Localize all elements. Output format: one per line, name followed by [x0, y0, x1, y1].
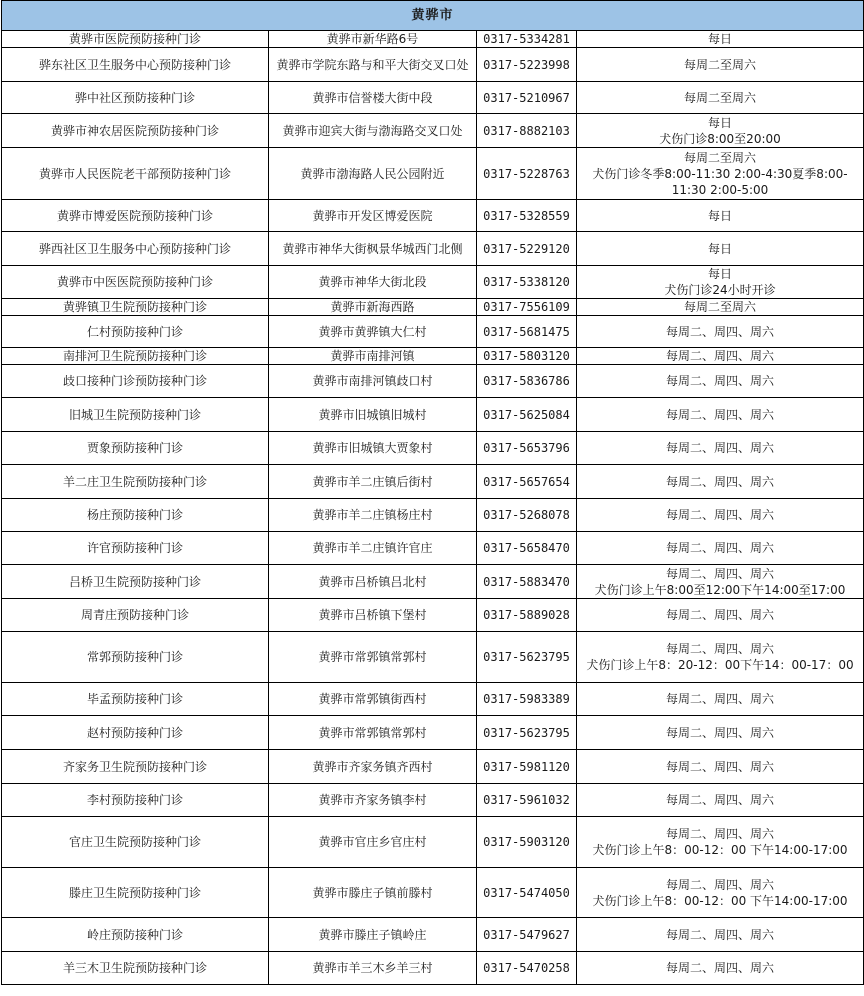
- clinic-name-cell: 羊三木卫生院预防接种门诊: [2, 952, 269, 985]
- clinic-name-cell: 许官预防接种门诊: [2, 532, 269, 565]
- clinic-hours-line: 每日: [708, 208, 733, 223]
- clinic-hours-line: 每周二、周四、周六: [666, 793, 775, 807]
- table-row: [2, 316, 864, 348]
- table-row: [2, 465, 864, 499]
- clinic-address-cell: 黄骅市齐家务镇李村: [269, 784, 477, 817]
- table-row: [2, 750, 864, 784]
- clinic-address-cell: 黄骅市吕桥镇下堡村: [269, 599, 477, 632]
- table-row: [2, 599, 864, 632]
- clinic-address-cell: 黄骅市常郭镇常郭村: [269, 632, 477, 683]
- clinic-phone-cell: 0317-5623795: [477, 632, 577, 683]
- clinic-address-cell: 黄骅市渤海路人民公园附近: [269, 148, 477, 200]
- clinic-name-cell: 齐家务卫生院预防接种门诊: [2, 750, 269, 784]
- clinic-phone-cell: 0317-5903120: [477, 817, 577, 868]
- table-row: [2, 565, 864, 599]
- clinic-hours-line: 每周二、周四、周六: [666, 508, 775, 522]
- clinic-hours-cell: [577, 868, 864, 918]
- clinic-phone-cell: 0317-5983389: [477, 683, 577, 716]
- table-row: [2, 31, 864, 48]
- table-row: [2, 952, 864, 985]
- clinic-hours-line: 每周二、周四、周六: [666, 374, 775, 388]
- table-row: [2, 299, 864, 316]
- clinic-phone-cell: 0317-5474050: [477, 868, 577, 918]
- table-row: [2, 48, 864, 82]
- clinic-address-cell: 黄骅市南排河镇: [269, 348, 477, 365]
- clinic-hours-line: 每日: [708, 115, 733, 130]
- clinic-name-cell: 赵村预防接种门诊: [2, 716, 269, 750]
- clinic-hours-cell: [577, 348, 864, 365]
- clinic-phone-cell: 0317-5681475: [477, 316, 577, 348]
- clinic-address-cell: 黄骅市常郭镇街西村: [269, 683, 477, 716]
- clinic-name-cell: 骅西社区卫生服务中心预防接种门诊: [2, 232, 269, 266]
- clinic-hours-cell: [577, 398, 864, 432]
- clinic-hours-cell: [577, 266, 864, 299]
- clinic-hours-cell: [577, 817, 864, 868]
- clinic-hours-cell: [577, 499, 864, 532]
- clinic-name-cell: 羊二庄卫生院预防接种门诊: [2, 465, 269, 499]
- clinic-hours-cell: [577, 784, 864, 817]
- clinic-address-cell: 黄骅市新华路6号: [269, 31, 477, 48]
- clinic-phone-cell: 0317-5210967: [477, 82, 577, 114]
- clinic-hours-cell: [577, 31, 864, 48]
- clinic-name-cell: 黄骅镇卫生院预防接种门诊: [2, 299, 269, 316]
- clinic-phone-cell: 0317-5334281: [477, 31, 577, 48]
- clinic-hours-cell: [577, 952, 864, 985]
- clinic-phone-cell: 0317-5338120: [477, 266, 577, 299]
- clinic-address-cell: 黄骅市羊三木乡羊三村: [269, 952, 477, 985]
- clinic-name-cell: 歧口接种门诊预防接种门诊: [2, 365, 269, 398]
- clinic-name-cell: 黄骅市人民医院老干部预防接种门诊: [2, 148, 269, 200]
- clinic-name-cell: 吕桥卫生院预防接种门诊: [2, 565, 269, 599]
- clinic-name-cell: 常郭预防接种门诊: [2, 632, 269, 683]
- table-row: [2, 632, 864, 683]
- clinic-hours-cell: [577, 599, 864, 632]
- table-row: [2, 683, 864, 716]
- clinic-hours-line: 每周二、周四、周六: [666, 759, 775, 774]
- table-row: [2, 232, 864, 266]
- table-row: [2, 532, 864, 565]
- clinic-name-cell: 周青庄预防接种门诊: [2, 599, 269, 632]
- clinic-address-cell: 黄骅市迎宾大街与渤海路交叉口处: [269, 114, 477, 148]
- vaccination-clinic-table: [1, 0, 864, 985]
- clinic-hours-line: 犬伤门诊上午8:00至12:00下午14:00至17:00: [594, 582, 846, 597]
- clinic-hours-line: 每周二、周四、周六: [666, 692, 775, 706]
- table-row: [2, 266, 864, 299]
- clinic-hours-line: 每日: [708, 32, 733, 46]
- clinic-address-cell: 黄骅市神华大街枫景华城西门北侧: [269, 232, 477, 266]
- clinic-hours-line: 每周二、周四、周六: [666, 474, 775, 489]
- clinic-hours-cell: [577, 200, 864, 232]
- clinic-phone-cell: 0317-5328559: [477, 200, 577, 232]
- clinic-hours-cell: [577, 114, 864, 148]
- clinic-hours-line: 每周二、周四、周六: [666, 725, 775, 740]
- clinic-address-cell: 黄骅市旧城镇旧城村: [269, 398, 477, 432]
- clinic-hours-cell: [577, 232, 864, 266]
- clinic-hours-line: 每周二、周四、周六: [666, 441, 775, 455]
- clinic-phone-cell: 0317-5657654: [477, 465, 577, 499]
- clinic-address-cell: 黄骅市信誉楼大街中段: [269, 82, 477, 114]
- clinic-hours-line: 每周二、周四、周六: [666, 961, 775, 975]
- table-row: [2, 82, 864, 114]
- clinic-phone-cell: 0317-7556109: [477, 299, 577, 316]
- clinic-name-cell: 官庄卫生院预防接种门诊: [2, 817, 269, 868]
- clinic-hours-cell: [577, 683, 864, 716]
- clinic-name-cell: 岭庄预防接种门诊: [2, 918, 269, 952]
- clinic-address-cell: 黄骅市旧城镇大贾象村: [269, 432, 477, 465]
- clinic-hours-cell: [577, 918, 864, 952]
- clinic-hours-line: 每周二、周四、周六: [666, 827, 775, 841]
- clinic-hours-cell: [577, 716, 864, 750]
- clinic-hours-line: 每周二、周四、周六: [666, 608, 775, 622]
- table-body: [2, 31, 864, 985]
- clinic-hours-line: 犬伤门诊上午8：00-12：00 下午14:00-17:00: [592, 893, 848, 908]
- clinic-hours-line: 每周二至周六: [684, 300, 757, 314]
- clinic-phone-cell: 0317-5658470: [477, 532, 577, 565]
- table-row: [2, 148, 864, 200]
- clinic-name-cell: 贾象预防接种门诊: [2, 432, 269, 465]
- table-row: [2, 200, 864, 232]
- clinic-phone-cell: 0317-5836786: [477, 365, 577, 398]
- table-row: [2, 918, 864, 952]
- clinic-hours-cell: [577, 365, 864, 398]
- clinic-address-cell: 黄骅市吕桥镇吕北村: [269, 565, 477, 599]
- clinic-hours-line: 11:30 2:00-5:00: [671, 182, 769, 197]
- clinic-hours-line: 犬伤门诊24小时开诊: [664, 283, 776, 297]
- clinic-phone-cell: 0317-5961032: [477, 784, 577, 817]
- clinic-hours-line: 每日: [708, 267, 733, 281]
- clinic-name-cell: 南排河卫生院预防接种门诊: [2, 348, 269, 365]
- clinic-hours-cell: [577, 82, 864, 114]
- clinic-address-cell: 黄骅市羊二庄镇许官庄: [269, 532, 477, 565]
- clinic-hours-line: 每周二、周四、周六: [666, 541, 775, 555]
- table-row: [2, 398, 864, 432]
- table-row: [2, 868, 864, 918]
- clinic-hours-line: 每周二、周四、周六: [666, 566, 775, 581]
- clinic-hours-line: 每周二至周六: [684, 90, 757, 105]
- table-row: [2, 432, 864, 465]
- clinic-phone-cell: 0317-5623795: [477, 716, 577, 750]
- clinic-hours-cell: [577, 632, 864, 683]
- clinic-hours-cell: [577, 148, 864, 200]
- table-row: [2, 114, 864, 148]
- clinic-name-cell: 黄骅市博爱医院预防接种门诊: [2, 200, 269, 232]
- clinic-hours-line: 每日: [708, 241, 733, 256]
- clinic-hours-line: 犬伤门诊上午8：20-12：00下午14：00-17：00: [586, 658, 854, 672]
- table-row: [2, 716, 864, 750]
- clinic-address-cell: 黄骅市开发区博爱医院: [269, 200, 477, 232]
- clinic-hours-line: 每周二、周四、周六: [666, 349, 775, 363]
- clinic-name-cell: 旧城卫生院预防接种门诊: [2, 398, 269, 432]
- clinic-phone-cell: 0317-5479627: [477, 918, 577, 952]
- table-row: [2, 365, 864, 398]
- clinic-hours-cell: [577, 565, 864, 599]
- clinic-phone-cell: 0317-5223998: [477, 48, 577, 82]
- clinic-phone-cell: 0317-5268078: [477, 499, 577, 532]
- clinic-address-cell: 黄骅市黄骅镇大仁村: [269, 316, 477, 348]
- clinic-hours-cell: [577, 432, 864, 465]
- clinic-phone-cell: 0317-5889028: [477, 599, 577, 632]
- clinic-name-cell: 黄骅市中医医院预防接种门诊: [2, 266, 269, 299]
- clinic-phone-cell: 0317-5803120: [477, 348, 577, 365]
- clinic-name-cell: 仁村预防接种门诊: [2, 316, 269, 348]
- clinic-address-cell: 黄骅市神华大街北段: [269, 266, 477, 299]
- clinic-name-cell: 毕孟预防接种门诊: [2, 683, 269, 716]
- clinic-hours-line: 犬伤门诊冬季8:00-11:30 2:00-4:30夏季8:00-: [592, 166, 848, 181]
- clinic-hours-line: 每周二、周四、周六: [666, 877, 775, 892]
- clinic-hours-line: 犬伤门诊上午8：00-12：00 下午14:00-17:00: [592, 843, 848, 857]
- clinic-phone-cell: 0317-5981120: [477, 750, 577, 784]
- clinic-hours-line: 每周二至周六: [684, 150, 757, 165]
- city-header: 黄骅市: [2, 1, 864, 31]
- table-row: [2, 784, 864, 817]
- clinic-name-cell: 黄骅市神农居医院预防接种门诊: [2, 114, 269, 148]
- clinic-address-cell: 黄骅市常郭镇常郭村: [269, 716, 477, 750]
- clinic-name-cell: 骅东社区卫生服务中心预防接种门诊: [2, 48, 269, 82]
- table-row: [2, 499, 864, 532]
- clinic-address-cell: 黄骅市滕庄子镇前滕村: [269, 868, 477, 918]
- clinic-name-cell: 李村预防接种门诊: [2, 784, 269, 817]
- clinic-phone-cell: 0317-5653796: [477, 432, 577, 465]
- clinic-address-cell: 黄骅市羊二庄镇杨庄村: [269, 499, 477, 532]
- clinic-phone-cell: 0317-5470258: [477, 952, 577, 985]
- clinic-hours-line: 每周二至周六: [684, 57, 757, 72]
- clinic-hours-line: 每周二、周四、周六: [666, 324, 775, 339]
- clinic-hours-line: 每周二、周四、周六: [666, 407, 775, 422]
- clinic-phone-cell: 0317-5229120: [477, 232, 577, 266]
- clinic-hours-cell: [577, 48, 864, 82]
- clinic-hours-cell: [577, 750, 864, 784]
- clinic-address-cell: 黄骅市羊二庄镇后街村: [269, 465, 477, 499]
- clinic-hours-cell: [577, 532, 864, 565]
- clinic-name-cell: 黄骅市医院预防接种门诊: [2, 31, 269, 48]
- clinic-address-cell: 黄骅市滕庄子镇岭庄: [269, 918, 477, 952]
- clinic-name-cell: 滕庄卫生院预防接种门诊: [2, 868, 269, 918]
- table-row: [2, 817, 864, 868]
- clinic-hours-cell: [577, 299, 864, 316]
- clinic-address-cell: 黄骅市学院东路与和平大街交叉口处: [269, 48, 477, 82]
- clinic-hours-line: 每周二、周四、周六: [666, 927, 775, 942]
- clinic-phone-cell: 0317-5228763: [477, 148, 577, 200]
- clinic-phone-cell: 0317-8882103: [477, 114, 577, 148]
- clinic-phone-cell: 0317-5883470: [477, 565, 577, 599]
- clinic-address-cell: 黄骅市南排河镇歧口村: [269, 365, 477, 398]
- clinic-address-cell: 黄骅市新海西路: [269, 299, 477, 316]
- clinic-name-cell: 杨庄预防接种门诊: [2, 499, 269, 532]
- header-row: [2, 1, 864, 31]
- clinic-address-cell: 黄骅市齐家务镇齐西村: [269, 750, 477, 784]
- clinic-name-cell: 骅中社区预防接种门诊: [2, 82, 269, 114]
- clinic-hours-line: 犬伤门诊8:00至20:00: [659, 131, 781, 146]
- clinic-hours-line: 每周二、周四、周六: [666, 642, 775, 656]
- clinic-address-cell: 黄骅市官庄乡官庄村: [269, 817, 477, 868]
- table-row: [2, 348, 864, 365]
- clinic-phone-cell: 0317-5625084: [477, 398, 577, 432]
- clinic-hours-cell: [577, 316, 864, 348]
- clinic-hours-cell: [577, 465, 864, 499]
